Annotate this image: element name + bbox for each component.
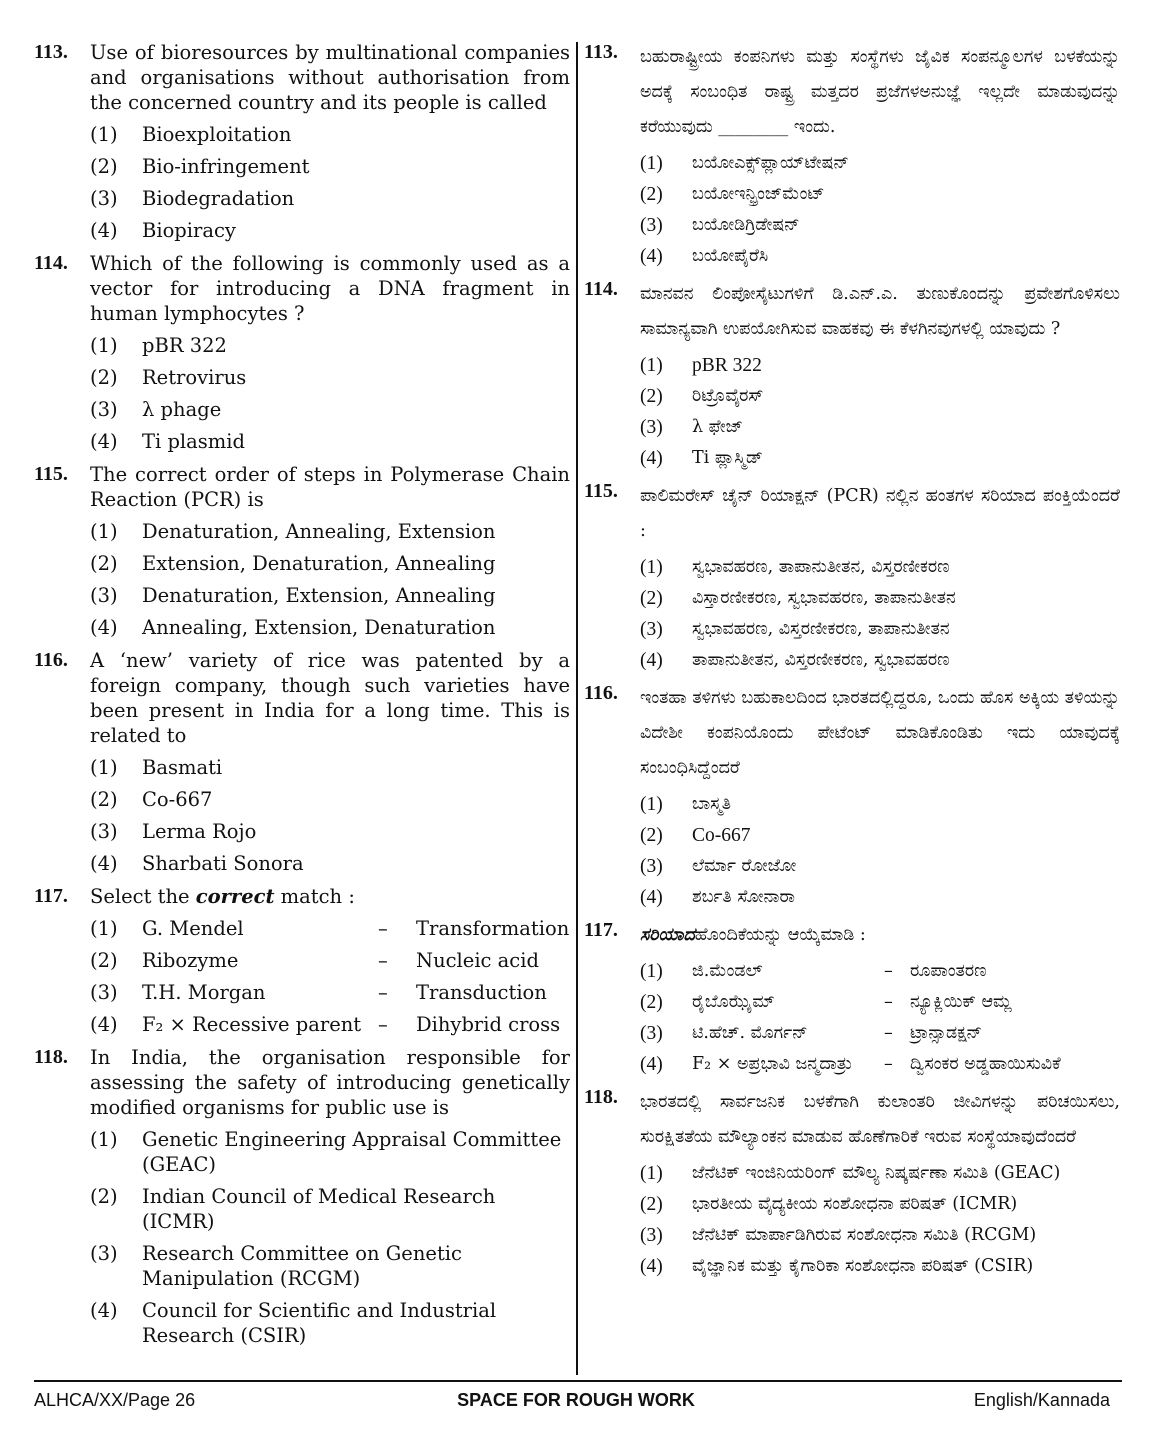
match-left: ಜಿ.ಮೆಂಡಲ್ — [692, 961, 763, 981]
option-text: pBR 322 — [142, 334, 227, 357]
option-number: (1) — [640, 794, 663, 815]
option[interactable] — [90, 429, 570, 454]
option-number: (1) — [90, 520, 118, 543]
option-text: Biopiracy — [142, 219, 236, 242]
option[interactable] — [90, 1127, 570, 1177]
question-number: 118. — [584, 1086, 618, 1108]
page-code: ALHCA/XX/Page 26 — [34, 1390, 196, 1410]
option-text: Research Committee on Genetic Manipulation (RCGM) — [142, 1242, 462, 1290]
match-dash: – — [884, 1054, 893, 1074]
option-text: Bioexploitation — [142, 123, 292, 146]
option-text: ಸ್ವಭಾವಹರಣ, ತಾಪಾನುತೀತನ, ವಿಸ್ತರಣೀಕರಣ — [692, 557, 950, 577]
option[interactable] — [640, 353, 1120, 378]
option-number: (4) — [90, 616, 118, 639]
option[interactable] — [640, 617, 1120, 642]
option[interactable] — [90, 948, 570, 973]
option-text: Annealing, Extension, Denaturation — [142, 616, 496, 639]
option-number: (1) — [90, 334, 118, 357]
option[interactable] — [90, 333, 570, 358]
option-number: (4) — [640, 246, 663, 267]
option[interactable] — [640, 586, 1120, 611]
question-stem: ಪಾಲಿಮರೇಸ್ ಚೈನ್ ರಿಯಾಕ್ಷನ್ (PCR) ನಲ್ಲಿನ ಹಂತಗಳ ಸರಿಯಾದ ಪಂಕ್ತಿಯೆಂದರೆ : — [640, 486, 1120, 541]
option-text: ರಿಟ್ರೊವೈರಸ್ — [692, 386, 764, 406]
option-text: ತಾಪಾನುತೀತನ, ವಿಸ್ತರಣೀಕರಣ, ಸ್ವಭಾವಹರಣ — [692, 650, 950, 670]
question-stem: ಮಾನವನ ಲಿಂಪೋಸೈಟುಗಳಿಗೆ ಡಿ.ಎನ್.ಎ. ತುಣುಕೊಂದನ್ನು ಪ್ರವೇಶಗೊಳಿಸಲು ಸಾಮಾನ್ಯವಾಗಿ ಉಪಯೋಗಿಸುವ ವಾಹಕವು ಈ ಕೆಳಗಿನವುಗಳಲ್ಲಿ ಯಾವುದು ? — [640, 284, 1120, 339]
option[interactable] — [640, 990, 1120, 1015]
question-118-en — [34, 1045, 570, 1348]
option-number: (4) — [90, 219, 118, 242]
option[interactable] — [640, 1021, 1120, 1046]
option-text: ಶರ್ಬತಿ ಸೋನಾರಾ — [692, 887, 795, 907]
option[interactable] — [640, 823, 1120, 848]
option-number: (1) — [90, 1128, 118, 1151]
option-text: Ti ಪ್ಲಾಸ್ಮಿಡ್ — [692, 448, 763, 468]
match-right: Transformation — [416, 917, 570, 940]
option-text: Lerma Rojo — [142, 820, 257, 843]
question-number: 115. — [584, 480, 618, 502]
option[interactable] — [90, 551, 570, 576]
option-number: (3) — [90, 187, 118, 210]
question-number: 116. — [34, 649, 68, 671]
option[interactable] — [640, 1052, 1120, 1077]
match-left: T.H. Morgan — [142, 981, 266, 1004]
option[interactable] — [90, 916, 570, 941]
option-number: (4) — [640, 650, 663, 671]
match-dash: – — [378, 1013, 388, 1036]
question-number: 114. — [584, 278, 618, 300]
option[interactable] — [90, 615, 570, 640]
question-number: 117. — [584, 919, 618, 941]
option[interactable] — [640, 415, 1120, 440]
option[interactable] — [90, 980, 570, 1005]
option-number: (1) — [640, 355, 663, 376]
option[interactable] — [640, 854, 1120, 879]
option[interactable] — [90, 218, 570, 243]
match-left: Ribozyme — [142, 949, 239, 972]
option[interactable] — [90, 519, 570, 544]
option-number: (3) — [90, 820, 118, 843]
option-text: ಬಾಸ್ಮತಿ — [692, 794, 732, 814]
option-text: ಬಯೋಎಕ್ಸ್‌ಪ್ಲಾಯ್‌ಟೇಷನ್ — [692, 153, 849, 173]
option[interactable] — [640, 648, 1120, 673]
match-right: ಟ್ರಾನ್ಸಾಡಕ್ಷನ್ — [910, 1023, 983, 1043]
question-stem: Use of bioresources by multinational companies and organisations without authorisation from the concerned country and its people is called — [90, 41, 570, 114]
option-number: (2) — [640, 825, 663, 846]
question-117-en — [34, 884, 570, 1037]
option[interactable] — [90, 122, 570, 147]
question-number: 115. — [34, 463, 68, 485]
option-text: λ phage — [142, 398, 222, 421]
footer-rule — [34, 1380, 1122, 1382]
question-number: 113. — [34, 41, 68, 63]
match-dash: – — [378, 949, 388, 972]
match-dash: – — [378, 981, 388, 1004]
question-stem: Which of the following is commonly used as a vector for introducing a DNA fragment in human lymphocytes ? — [90, 252, 570, 325]
question-stem: A ‘new’ variety of rice was patented by a foreign company, though such varieties have been present in India for a long time. This is related to — [90, 649, 570, 747]
option-number: (2) — [640, 184, 663, 205]
option-number: (1) — [90, 917, 118, 940]
option[interactable] — [640, 1192, 1120, 1217]
option[interactable] — [640, 1161, 1120, 1186]
option-text: ಸ್ವಭಾವಹರಣ, ವಿಸ್ತರಣೀಕರಣ, ತಾಪಾನುತೀತನ — [692, 619, 950, 639]
option-text: pBR 322 — [692, 355, 762, 376]
english-column — [34, 40, 570, 1356]
match-left: G. Mendel — [142, 917, 244, 940]
option-text: Co-667 — [142, 788, 213, 811]
option-number: (3) — [90, 398, 118, 421]
option-number: (3) — [640, 619, 663, 640]
match-dash: – — [884, 992, 893, 1012]
option-number: (3) — [90, 584, 118, 607]
option[interactable] — [90, 1184, 570, 1234]
option[interactable] — [640, 151, 1120, 176]
option[interactable] — [640, 885, 1120, 910]
question-115-kn — [584, 479, 1120, 673]
question-number: 117. — [34, 885, 68, 907]
option[interactable] — [90, 787, 570, 812]
option[interactable] — [640, 1223, 1120, 1248]
option[interactable] — [640, 384, 1120, 409]
option-number: (1) — [640, 1163, 663, 1184]
question-stem — [640, 918, 1120, 953]
question-116-kn — [584, 681, 1120, 910]
option-number: (4) — [640, 887, 663, 908]
option-number: (2) — [640, 386, 663, 407]
option-number: (1) — [640, 153, 663, 174]
option-number: (4) — [90, 430, 118, 453]
question-stem: ಇಂತಹಾ ತಳಿಗಳು ಬಹುಕಾಲದಿಂದ ಭಾರತದಲ್ಲಿದ್ದರೂ, ಒಂದು ಹೊಸ ಅಕ್ಕಿಯ ತಳಿಯನ್ನು ವಿದೇಶೀ ಕಂಪನಿಯೊಂದು ಪೇಟೆಂಟ್ ಮಾಡಿಕೊಂಡಿತು ಇದು ಯಾವುದಕ್ಕೆ ಸಂಬಂಧಿಸಿದ್ದೆಂದರೆ — [640, 688, 1120, 778]
option-number: (4) — [640, 1256, 663, 1277]
option-text: ಬಯೋಇನ್ಫ್ರಿಂಜ್‌ಮೆಂಟ್ — [692, 184, 825, 204]
option-text: Denaturation, Extension, Annealing — [142, 584, 496, 607]
option[interactable] — [640, 446, 1120, 471]
stem-post: ಹೊಂದಿಕೆಯನ್ನು ಆಯ್ಕೆಮಾಡಿ : — [694, 925, 866, 945]
option-number: (4) — [90, 1299, 118, 1322]
option[interactable] — [90, 755, 570, 780]
option[interactable] — [90, 365, 570, 390]
option-text: Indian Council of Medical Research (ICMR) — [142, 1185, 496, 1233]
option-number: (1) — [640, 557, 663, 578]
question-117-kn — [584, 918, 1120, 1077]
option-number: (3) — [640, 1023, 663, 1044]
option-number: (3) — [90, 981, 118, 1004]
option[interactable] — [640, 959, 1120, 984]
question-114-kn — [584, 277, 1120, 471]
stem-post: match : — [274, 885, 355, 908]
stem-emphasis: correct — [195, 885, 275, 908]
option-number: (2) — [90, 788, 118, 811]
option-text: ಜೆನೆಟಿಕ್ ಇಂಜಿನಿಯರಿಂಗ್ ಮೌಲ್ಯ ನಿಷ್ಕರ್ಷಣಾ ಸಮಿತಿ (GEAC) — [692, 1163, 1061, 1183]
match-left: F₂ × Recessive parent — [142, 1013, 362, 1036]
match-dash: – — [884, 1023, 893, 1043]
option[interactable] — [90, 851, 570, 876]
question-118-kn — [584, 1085, 1120, 1279]
question-116-en — [34, 648, 570, 876]
option-text: Denaturation, Annealing, Extension — [142, 520, 496, 543]
match-dash: – — [884, 961, 893, 981]
option-text: Extension, Denaturation, Annealing — [142, 552, 496, 575]
option-number: (4) — [640, 1054, 663, 1075]
option-text: Retrovirus — [142, 366, 247, 389]
stem-pre: Select the — [90, 885, 196, 908]
option-text: Genetic Engineering Appraisal Committee (GEAC) — [142, 1128, 562, 1176]
option[interactable] — [640, 792, 1120, 817]
match-right: Dihybrid cross — [416, 1013, 561, 1036]
match-dash: – — [378, 917, 388, 940]
question-stem — [90, 884, 570, 909]
option-text: ವಿಸ್ತಾರಣೀಕರಣ, ಸ್ವಭಾವಹರಣ, ತಾಪಾನುತೀತನ — [692, 588, 956, 608]
option[interactable] — [90, 1298, 570, 1348]
match-right: ನ್ಯೂಕ್ಲಿಯಿಕ್ ಆಮ್ಲ — [910, 992, 1012, 1012]
stem-emphasis: ಸರಿಯಾದ — [640, 925, 695, 945]
option-text: ವೈಜ್ಞಾನಿಕ ಮತ್ತು ಕೈಗಾರಿಕಾ ಸಂಶೋಧನಾ ಪರಿಷತ್ (CSIR) — [692, 1256, 1034, 1276]
option[interactable] — [640, 244, 1120, 269]
option[interactable] — [640, 1254, 1120, 1279]
option-number: (3) — [90, 1242, 118, 1265]
rough-work-label: SPACE FOR ROUGH WORK — [457, 1390, 695, 1410]
question-number: 116. — [584, 682, 618, 704]
question-stem: The correct order of steps in Polymerase Chain Reaction (PCR) is — [90, 463, 570, 511]
question-113-kn — [584, 40, 1120, 269]
option-number: (3) — [640, 856, 663, 877]
option-number: (1) — [90, 123, 118, 146]
column-divider — [576, 42, 578, 1375]
option[interactable] — [90, 583, 570, 608]
option-text: ಬಯೋಪೈರೆಸಿ — [692, 246, 769, 266]
option-text: Basmati — [142, 756, 223, 779]
option-text: ಭಾರತೀಯ ವೈದ್ಯಕೀಯ ಸಂಶೋಧನಾ ಪರಿಷತ್ (ICMR) — [692, 1194, 1018, 1214]
option-text: ಲೆರ್ಮಾ ರೋಜೋ — [692, 856, 797, 876]
match-left: ರೈಬೊಝೈಮ್ — [692, 992, 775, 1012]
option-number: (4) — [90, 1013, 118, 1036]
option-text: ಜೆನೆಟಿಕ್ ಮಾರ್ಪಾಡಿಗಿರುವ ಸಂಶೋಧನಾ ಸಮಿತಿ (RCGM) — [692, 1225, 1037, 1245]
question-114-en — [34, 251, 570, 454]
question-stem: ಬಹುರಾಷ್ಟ್ರೀಯ ಕಂಪನಿಗಳು ಮತ್ತು ಸಂಸ್ಥೆಗಳು ಜೈವಿಕ ಸಂಪನ್ಮೂಲಗಳ ಬಳಕೆಯನ್ನು ಅದಕ್ಕೆ ಸಂಬಂಧಿತ ರಾಷ್ಟ್ರ ಮತ್ತದರ ಪ್ರಜೆಗಳಅನುಜ್ಞೆ ಇಲ್ಲದೇ ಮಾಡುವುದನ್ನು ಕರೆಯುವುದು ________ ಇಂದು. — [640, 47, 1120, 137]
match-right: Transduction — [416, 981, 547, 1004]
option-number: (3) — [640, 215, 663, 236]
option[interactable] — [640, 182, 1120, 207]
option-number: (2) — [640, 992, 663, 1013]
kannada-column — [584, 40, 1120, 1287]
question-stem: ಭಾರತದಲ್ಲಿ ಸಾರ್ವಜನಿಕ ಬಳಕೆಗಾಗಿ ಕುಲಾಂತರಿ ಜೀವಿಗಳನ್ನು ಪರಿಚಯಿಸಲು, ಸುರಕ್ಷಿತತೆಯ ಮೌಲ್ಯಾಂಕನ ಮಾಡುವ ಹೊಣೆಗಾರಿಕೆ ಇರುವ ಸಂಸ್ಥೆಯಾವುದೆಂದರೆ — [640, 1092, 1120, 1147]
match-right: ದ್ವಿಸಂಕರ ಅಡ್ಡಹಾಯಿಸುವಿಕೆ — [910, 1054, 1061, 1074]
option[interactable] — [90, 819, 570, 844]
question-number: 114. — [34, 252, 68, 274]
option-number: (2) — [90, 155, 118, 178]
option[interactable] — [640, 213, 1120, 238]
question-115-en — [34, 462, 570, 640]
option-number: (2) — [90, 949, 118, 972]
match-right: Nucleic acid — [416, 949, 539, 972]
option-number: (2) — [90, 366, 118, 389]
option-text: Bio-infringement — [142, 155, 310, 178]
option[interactable] — [90, 1241, 570, 1291]
option[interactable] — [90, 186, 570, 211]
option-number: (2) — [640, 1194, 663, 1215]
option-number: (1) — [640, 961, 663, 982]
option-number: (3) — [640, 417, 663, 438]
question-stem: In India, the organisation responsible for assessing the safety of introducing genetically modified organisms for public use is — [90, 1046, 570, 1119]
option-text: Sharbati Sonora — [142, 852, 304, 875]
option-text: Council for Scientific and Industrial Research (CSIR) — [142, 1299, 497, 1347]
language-label: English/Kannada — [973, 1390, 1110, 1410]
option-number: (3) — [640, 1225, 663, 1246]
match-left: F₂ × ಅಪ್ರಭಾವಿ ಜನ್ಮದಾತ್ರು — [692, 1054, 853, 1074]
option[interactable] — [90, 154, 570, 179]
question-number: 118. — [34, 1046, 68, 1068]
question-number: 113. — [584, 41, 618, 63]
option-text: Ti plasmid — [142, 430, 246, 453]
option[interactable] — [640, 555, 1120, 580]
option[interactable] — [90, 1012, 570, 1037]
match-left: ಟಿ.ಹೆಚ್. ಮೊರ್ಗನ್ — [692, 1023, 808, 1043]
option-number: (1) — [90, 756, 118, 779]
option-text: Biodegradation — [142, 187, 295, 210]
option-number: (4) — [640, 448, 663, 469]
option-number: (2) — [90, 1185, 118, 1208]
option-text: ಬಯೋಡಿಗ್ರಿಡೇಷನ್ — [692, 215, 800, 235]
option-number: (4) — [90, 852, 118, 875]
match-right: ರೂಪಾಂತರಣ — [910, 961, 987, 981]
question-113-en — [34, 40, 570, 243]
option-text: λ ಫೇಜ್ — [692, 417, 744, 437]
option-text: Co-667 — [692, 825, 751, 846]
option[interactable] — [90, 397, 570, 422]
option-number: (2) — [640, 588, 663, 609]
option-number: (2) — [90, 552, 118, 575]
